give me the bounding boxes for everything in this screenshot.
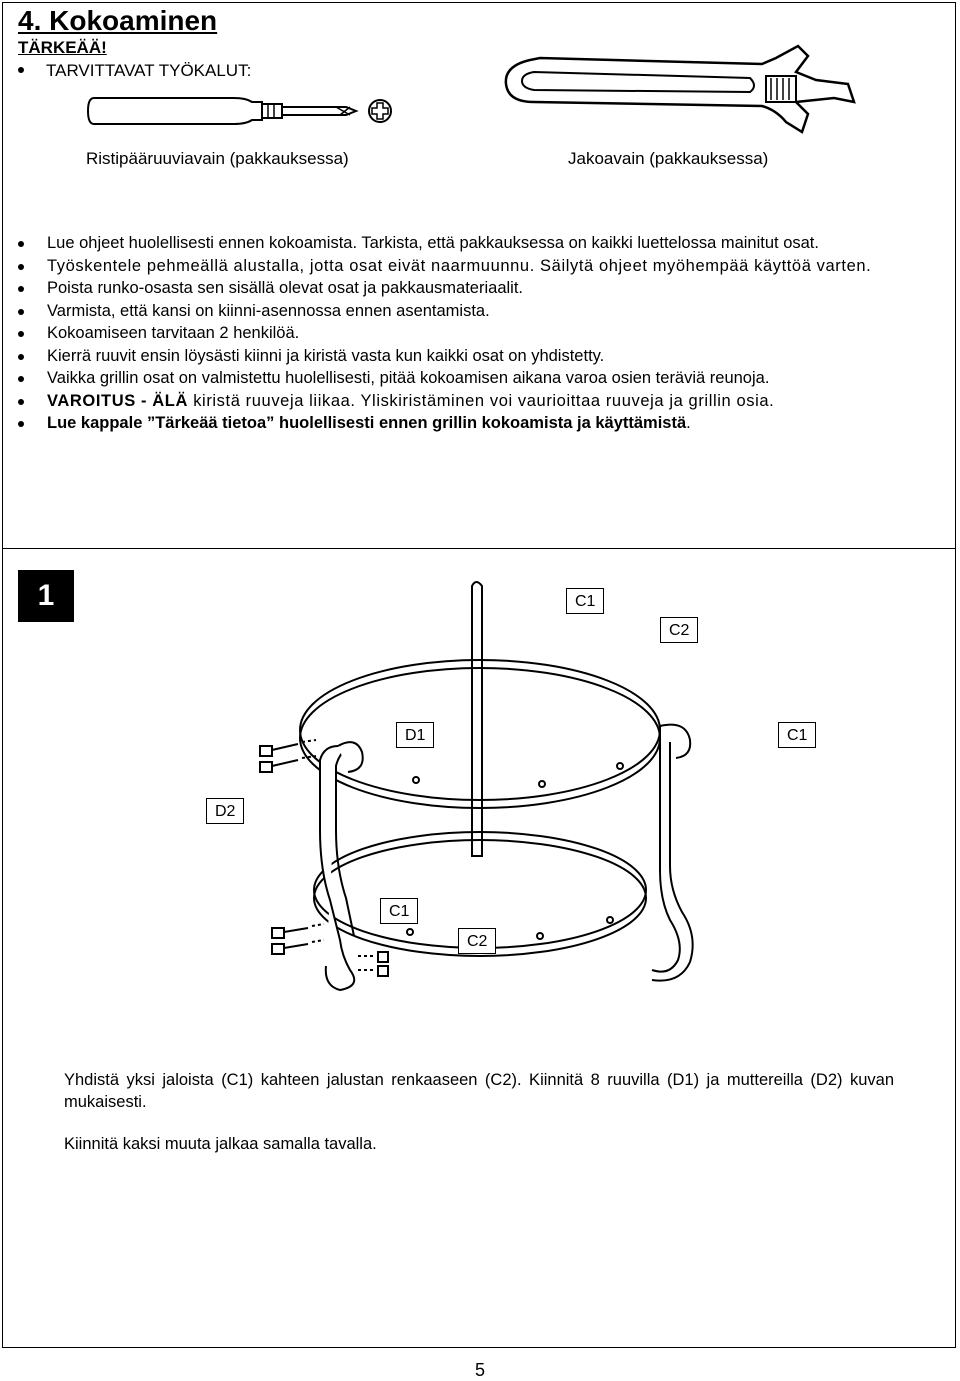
read-note-text: Lue kappale ”Tärkeää tietoa” huolellisesti ennen grillin kokoamista ja käyttämistä [47,414,687,432]
bullet-icon [18,67,24,73]
list-item: Työskentele pehmeällä alustalla, jotta osat eivät naarmuunnu. Säilytä ohjeet myöhempää käyttöä varten. [14,255,944,278]
list-item: Kokoamiseen tarvitaan 2 henkilöä. [14,322,944,345]
list-item: Kierrä ruuvit ensin löysästi kiinni ja kiristä vasta kun kaikki osat on yhdistetty. [14,345,944,368]
list-item: Poista runko-osasta sen sisällä olevat osat ja pakkausmateriaalit. [14,277,944,300]
adjustable-wrench-icon [500,40,860,136]
warning-text: kiristä ruuveja liikaa. Yliskiristäminen voi vaurioittaa ruuveja ja grillin osia. [188,391,775,410]
tools-heading-text: TARVITTAVAT TYÖKALUT: [46,61,252,80]
read-note-end: . [686,414,691,432]
assembly-notes-list [14,232,944,435]
screwdriver-label: Ristipääruuviavain (pakkauksessa) [86,149,349,168]
tools-heading [18,60,251,82]
screwdriver-icon [84,88,404,134]
label-c1-top: C1 [566,588,604,614]
important-heading: TÄRKEÄÄ! [18,38,107,57]
section-divider [2,548,956,549]
assembly-diagram [190,570,790,1040]
step-instruction-2: Kiinnitä kaksi muuta jalkaa samalla tavalla. [64,1135,377,1153]
wrench-label: Jakoavain (pakkauksessa) [568,149,769,168]
label-d2: D2 [206,798,244,824]
page-number: 5 [474,1360,485,1380]
section-title: 4. Kokoaminen [18,5,218,36]
list-item: Varmista, että kansi on kiinni-asennossa ennen asentamista. [14,300,944,323]
step-number: 1 [18,570,74,622]
warning-item [14,390,944,413]
step-instruction-1: Yhdistä yksi jaloista (C1) kahteen jalustan renkaaseen (C2). Kiinnitä 8 ruuvilla (D1) ja muttereilla (D2) kuvan mukaisesti. [64,1071,894,1111]
label-c2-top: C2 [660,617,698,643]
read-note-item [14,412,944,435]
label-c1-right: C1 [778,722,816,748]
label-d1: D1 [396,722,434,748]
list-item: Vaikka grillin osat on valmistettu huolellisesti, pitää kokoamisen aikana varoa osien teräviä reunoja. [14,367,944,390]
list-item: Lue ohjeet huolellisesti ennen kokoamista. Tarkista, että pakkauksessa on kaikki luettelossa mainitut osat. [14,232,944,255]
label-c2-lower: C2 [458,928,496,954]
label-c1-lower: C1 [380,898,418,924]
warning-label: VAROITUS - ÄLÄ [47,391,189,410]
